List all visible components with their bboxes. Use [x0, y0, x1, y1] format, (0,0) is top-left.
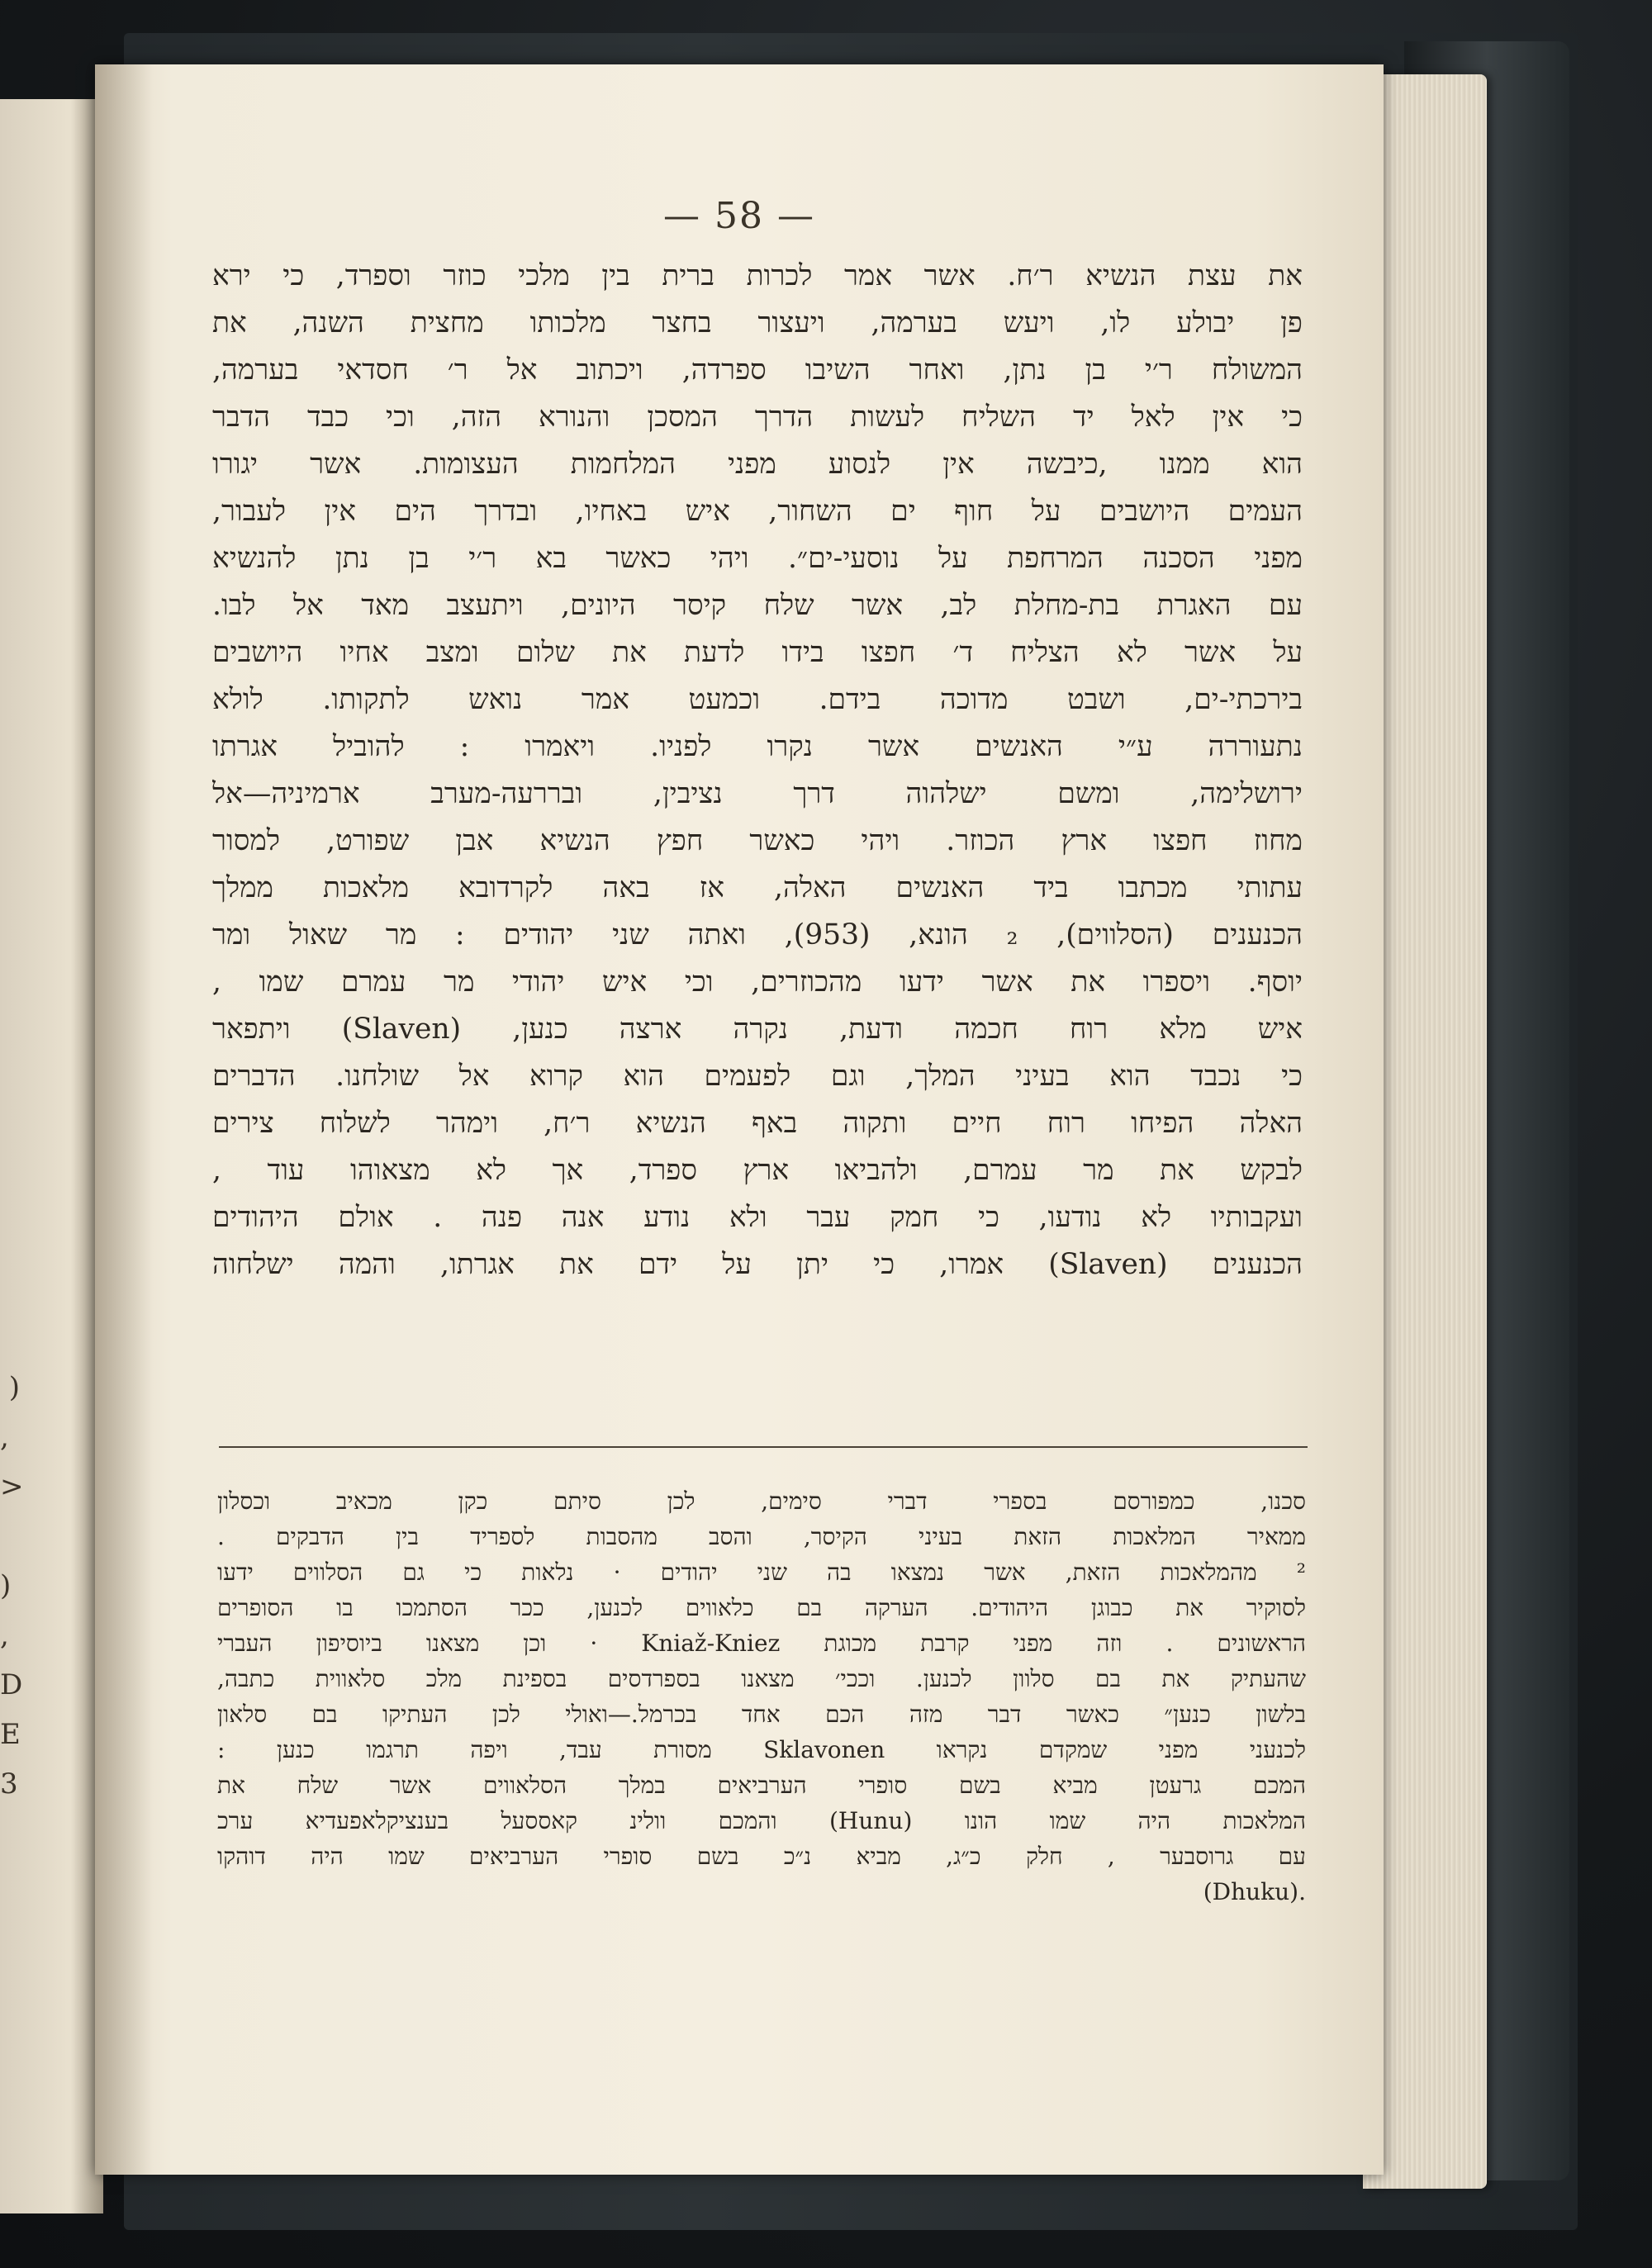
footnote-line: לכנעני מפני שמקדם נקראו Sklavonen מסורת עבד, ויפה תרגמו כנען : — [217, 1736, 1306, 1763]
text-line: נתעוררה ע״י האנשים אשר נקרו לפניו. ויאמרו : להוביל אגרתו — [212, 730, 1303, 763]
footnote-line: המלאכות היה שמו הונו (Hunu) והמכם וולינ קאססעל בענציקלאפעדיא ערכ — [217, 1807, 1306, 1834]
footnote-line: הראשונים . וזה מפני קרבת מכוגת Kniaž-Kniez · וכן מצאנו ביוסיפון העברי — [217, 1630, 1306, 1657]
footnote-separator — [219, 1446, 1308, 1448]
text-line: העמים היושבים על חוף ים השחור, איש באחיו, ובדרך הים אין לעבור, — [212, 495, 1303, 528]
book-page — [95, 64, 1384, 2175]
main-text-block — [212, 253, 1303, 1288]
footnote-line: .(Dhuku) — [1203, 1878, 1306, 1905]
text-line: בירכתי-ים, ושבט מדוכה בידם. וכמעט אמר נואש לתקותו. לולא — [212, 683, 1303, 716]
text-line: מפני הסכנה המרחפת על נוסעי-ים״. ויהי כאשר בא ר׳י בן נתן להנשיא — [212, 542, 1303, 575]
text-line: הוא ממנו ,כיבשה אין לנסוע מפני המלחמות העצומות. אשר יגורו — [212, 448, 1303, 481]
text-line: מחוז חפצו ארץ הכוזר. ויהי כאשר חפץ הנשיא אבן שפורט, למסור — [212, 824, 1303, 857]
left-page-edge-marks: ) , > ) , D E 3 — [0, 1371, 24, 1801]
footnote-line: המכם גרעטן מביא בשם סופרי הערביאים במלך הסלאווים אשר שלח את — [217, 1772, 1306, 1799]
footnote-line: ² מהמלאכות הזאת, אשר נמצאו בה שני יהודים · נלאות כי גם הסלווים ידעו — [217, 1559, 1306, 1586]
text-line: לבקש את מר עמרם, ולהביאו ארץ ספרד, אך לא מצאוהו עוד , — [212, 1154, 1303, 1187]
footnote-line: לסוקיר את כבוגן היהודים. הערקה בם כלאווים לכנען, ככר הסתמכו בו הסופרים — [217, 1594, 1306, 1621]
text-line: כי אין לאל יד השליח לעשות הדרך המסכן והנורא הזה, וכי כבד הדבר — [212, 401, 1303, 434]
text-line: איש מלא רוח חכמה ודעת, נקרה ארצה כנען, (Slaven) ויתפאר — [212, 1013, 1303, 1046]
footnote-line: עם גרוסבער , חלק כ״ג, מביא נ״כ בשם סופרי הערביאים שמו היה דוהקו — [217, 1843, 1306, 1870]
footnote-line: סכנו, כמפורסם בספרי דברי סימים, לכן סיתם כקן מכאיב וכסלון — [217, 1487, 1306, 1515]
text-line: המשולח ר׳י בן נתן, ואחר השיבו ספרדה, ויכתוב אל ר׳ חסדאי בערמה, — [212, 353, 1303, 387]
footnotes-block — [217, 1483, 1306, 1910]
text-line: עם האגרת בת-מחלת לב, אשר שלח קיסר היונים, ויתעצב מאד אל לבו. — [212, 589, 1303, 622]
footnote-line: ממאיר המלאכות הזאת בעיני הקיסר, והסב מהסבות לספריד בין הדבקים . — [217, 1523, 1306, 1550]
text-line: כי נכבד הוא בעיני המלך, וגם לפעמים הוא קרוא אל שולחנו. הדברים — [212, 1060, 1303, 1093]
footnote-line: שהעתיק את בם סלוון לכנען. וככי׳ מצאנו בספרדסים בספינת מלכ סלאווית כתבה, — [217, 1665, 1306, 1692]
text-line: את עצת הנשיא ר׳ח. אשר אמר לכרות ברית בין מלכי כוזר וספרד, כי ירא — [212, 259, 1303, 292]
text-line: ירושלימה, ומשם ישלהוה דרך נציבין, ובררעה-מערב ארמיניה—אל — [212, 777, 1303, 810]
page-number: — 58 — — [663, 195, 815, 237]
text-line: הכנענים (הסלווים), ₂ הונא, (953), ואתה שני יהודים : מר שאול ומר — [212, 918, 1303, 951]
text-line: יוסף. ויספרו את אשר ידעו מהכוזרים, וכי איש יהודי מר עמרם שמו , — [212, 966, 1303, 999]
footnote-line: בלשון כנען״ כאשר דבר מזה הכם אחד בכרמל.—ואולי לכן העתיקו בם סלאון — [217, 1701, 1306, 1728]
text-line: האלה הפיחו רוח חיים ותקוה באף הנשיא ר׳ח, וימהר לשלוח צירים — [212, 1107, 1303, 1140]
text-line: עתותי מכתבו ביד האנשים האלה, אז באה לקרדובא מלאכות ממלך — [212, 871, 1303, 904]
text-line: הכנענים (Slaven) אמרו, כי יתן על ידם את אגרתו, והמה ישלחוה — [212, 1248, 1303, 1281]
text-line: על אשר לא הצליח ד׳ חפצו בידו לדעת את שלום ומצב אחיו היושבים — [212, 636, 1303, 669]
text-line: ועקבותיו לא נודעו, כי חמק עבר ולא נודע אנה פנה . אולם היהודים — [212, 1201, 1303, 1234]
text-line: פן יבולע לו, ויעש בערמה, ויעצור בחצר מלכותו מחצית השנה, את — [212, 306, 1303, 339]
